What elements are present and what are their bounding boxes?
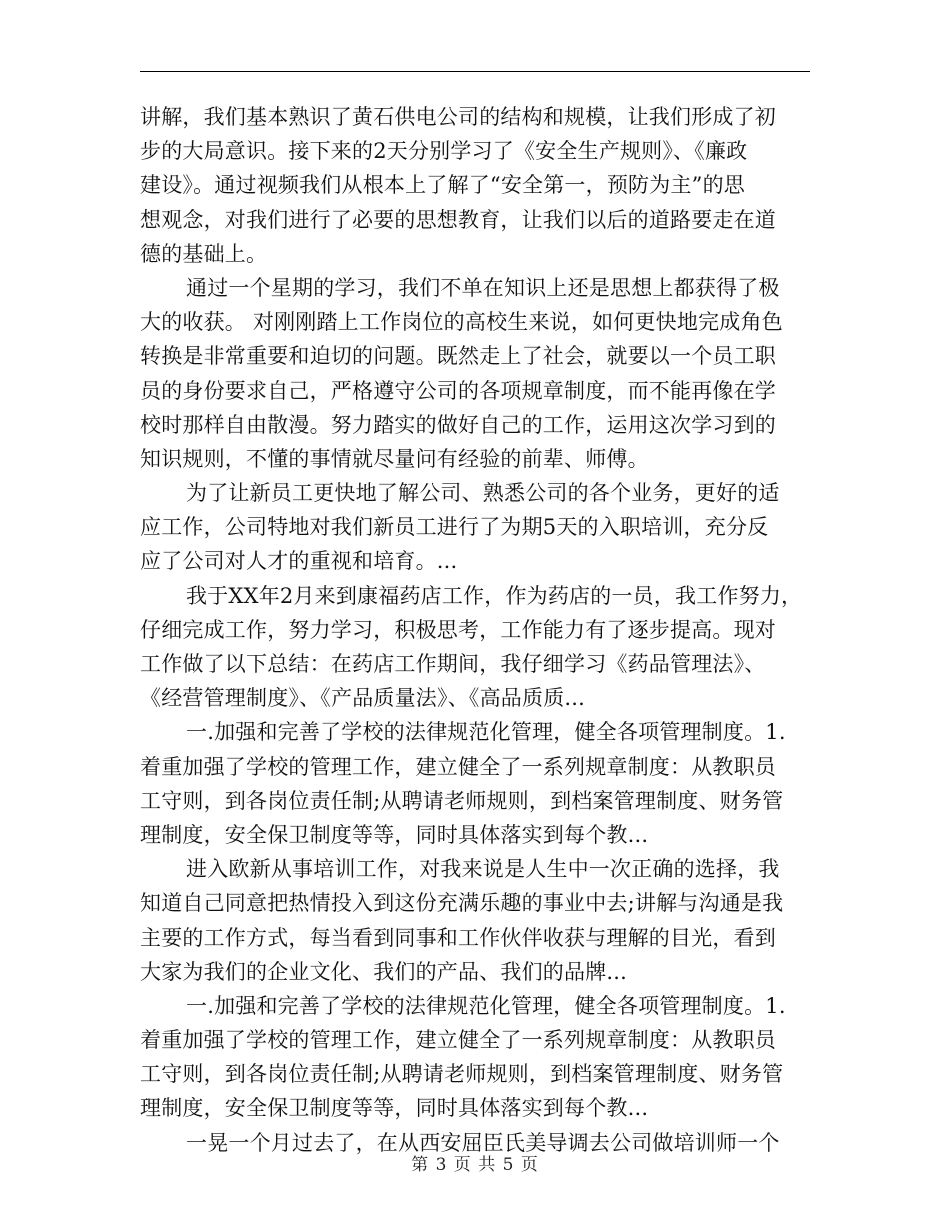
text-line: 一晃一个月过去了，在从西安屈臣氏美导调去公司做培训师一个 [186, 1130, 780, 1155]
text-line: 着重加强了学校的管理工作，建立健全了一系列规章制度：从教职员 [140, 754, 776, 779]
document-body [140, 100, 812, 1160]
text-line: 大家为我们的企业文化、我们的产品、我们的品牌... [140, 959, 628, 984]
text-line: 知识规则，不懂的事情就尽量问有经验的前辈、师傅。 [140, 446, 649, 471]
text-line: 理制度，安全保卫制度等等，同时具体落实到每个教... [140, 822, 649, 847]
text-line: 步的大局意识。接下来的2天分别学习了《安全生产规则》、《廉政 [140, 139, 748, 164]
text-line: 理制度，安全保卫制度等等，同时具体落实到每个教... [140, 1096, 649, 1121]
text-line: 通过一个星期的学习，我们不单在知识上还是思想上都获得了极 [186, 275, 780, 300]
text-line: 进入欧新从事培训工作，对我来说是人生中一次正确的选择，我 [186, 857, 780, 882]
text-line: 主要的工作方式，每当看到同事和工作伙伴收获与理解的目光，看到 [140, 925, 776, 950]
text-line: 应了公司对人才的重视和培育。... [140, 549, 458, 574]
text-line: 着重加强了学校的管理工作，建立健全了一系列规章制度：从教职员 [140, 1028, 776, 1053]
text-line: 知道自己同意把热情投入到这份充满乐趣的事业中去;讲解与沟通是我 [140, 891, 784, 916]
text-line: 工守则，到各岗位责任制;从聘请老师规则，到档案管理制度、财务管 [140, 1062, 784, 1087]
text-line: 大的收获。 对刚刚踏上工作岗位的高校生来说，如何更快地完成角色 [140, 310, 783, 335]
text-line: 想观念，对我们进行了必要的思想教育，让我们以后的道路要走在道 [140, 207, 776, 232]
text-line: 校时那样自由散漫。努力踏实的做好自己的工作，运用这次学习到的 [140, 412, 776, 437]
text-line: 讲解，我们基本熟识了黄石供电公司的结构和规模，让我们形成了初 [140, 105, 776, 129]
text-line: 我于XX年2月来到康福药店工作，作为药店的一员，我工作努力， [186, 583, 803, 608]
text-line: 工作做了以下总结：在药店工作期间，我仔细学习《药品管理法》、 [140, 652, 766, 676]
page-number: 第 3 页 共 5 页 [411, 1155, 539, 1175]
text-line: 仔细完成工作，努力学习，积极思考，工作能力有了逐步提高。现对 [140, 617, 776, 642]
text-line: 员的身份要求自己，严格遵守公司的各项规章制度，而不能再像在学 [140, 378, 776, 403]
text-line: 为了让新员工更快地了解公司、熟悉公司的各个业务，更好的适 [186, 481, 780, 506]
header-rule [140, 71, 810, 72]
text-line: 一.加强和完善了学校的法律规范化管理，健全各项管理制度。1. [186, 993, 786, 1018]
text-line: 转换是非常重要和迫切的问题。既然走上了社会，就要以一个员工职 [140, 344, 776, 369]
text-line: 建设》。通过视频我们从根本上了解了“安全第一，预防为主”的思 [140, 173, 745, 198]
text-line: 一.加强和完善了学校的法律规范化管理，健全各项管理制度。1. [186, 720, 786, 745]
text-line: 《经营管理制度》、《产品质量法》、《高品质质... [140, 686, 586, 711]
text-line: 应工作，公司特地对我们新员工进行了为期5天的入职培训，充分反 [140, 515, 769, 540]
text-line: 工守则，到各岗位责任制;从聘请老师规则，到档案管理制度、财务管 [140, 788, 784, 813]
text-line: 德的基础上。 [140, 241, 268, 266]
